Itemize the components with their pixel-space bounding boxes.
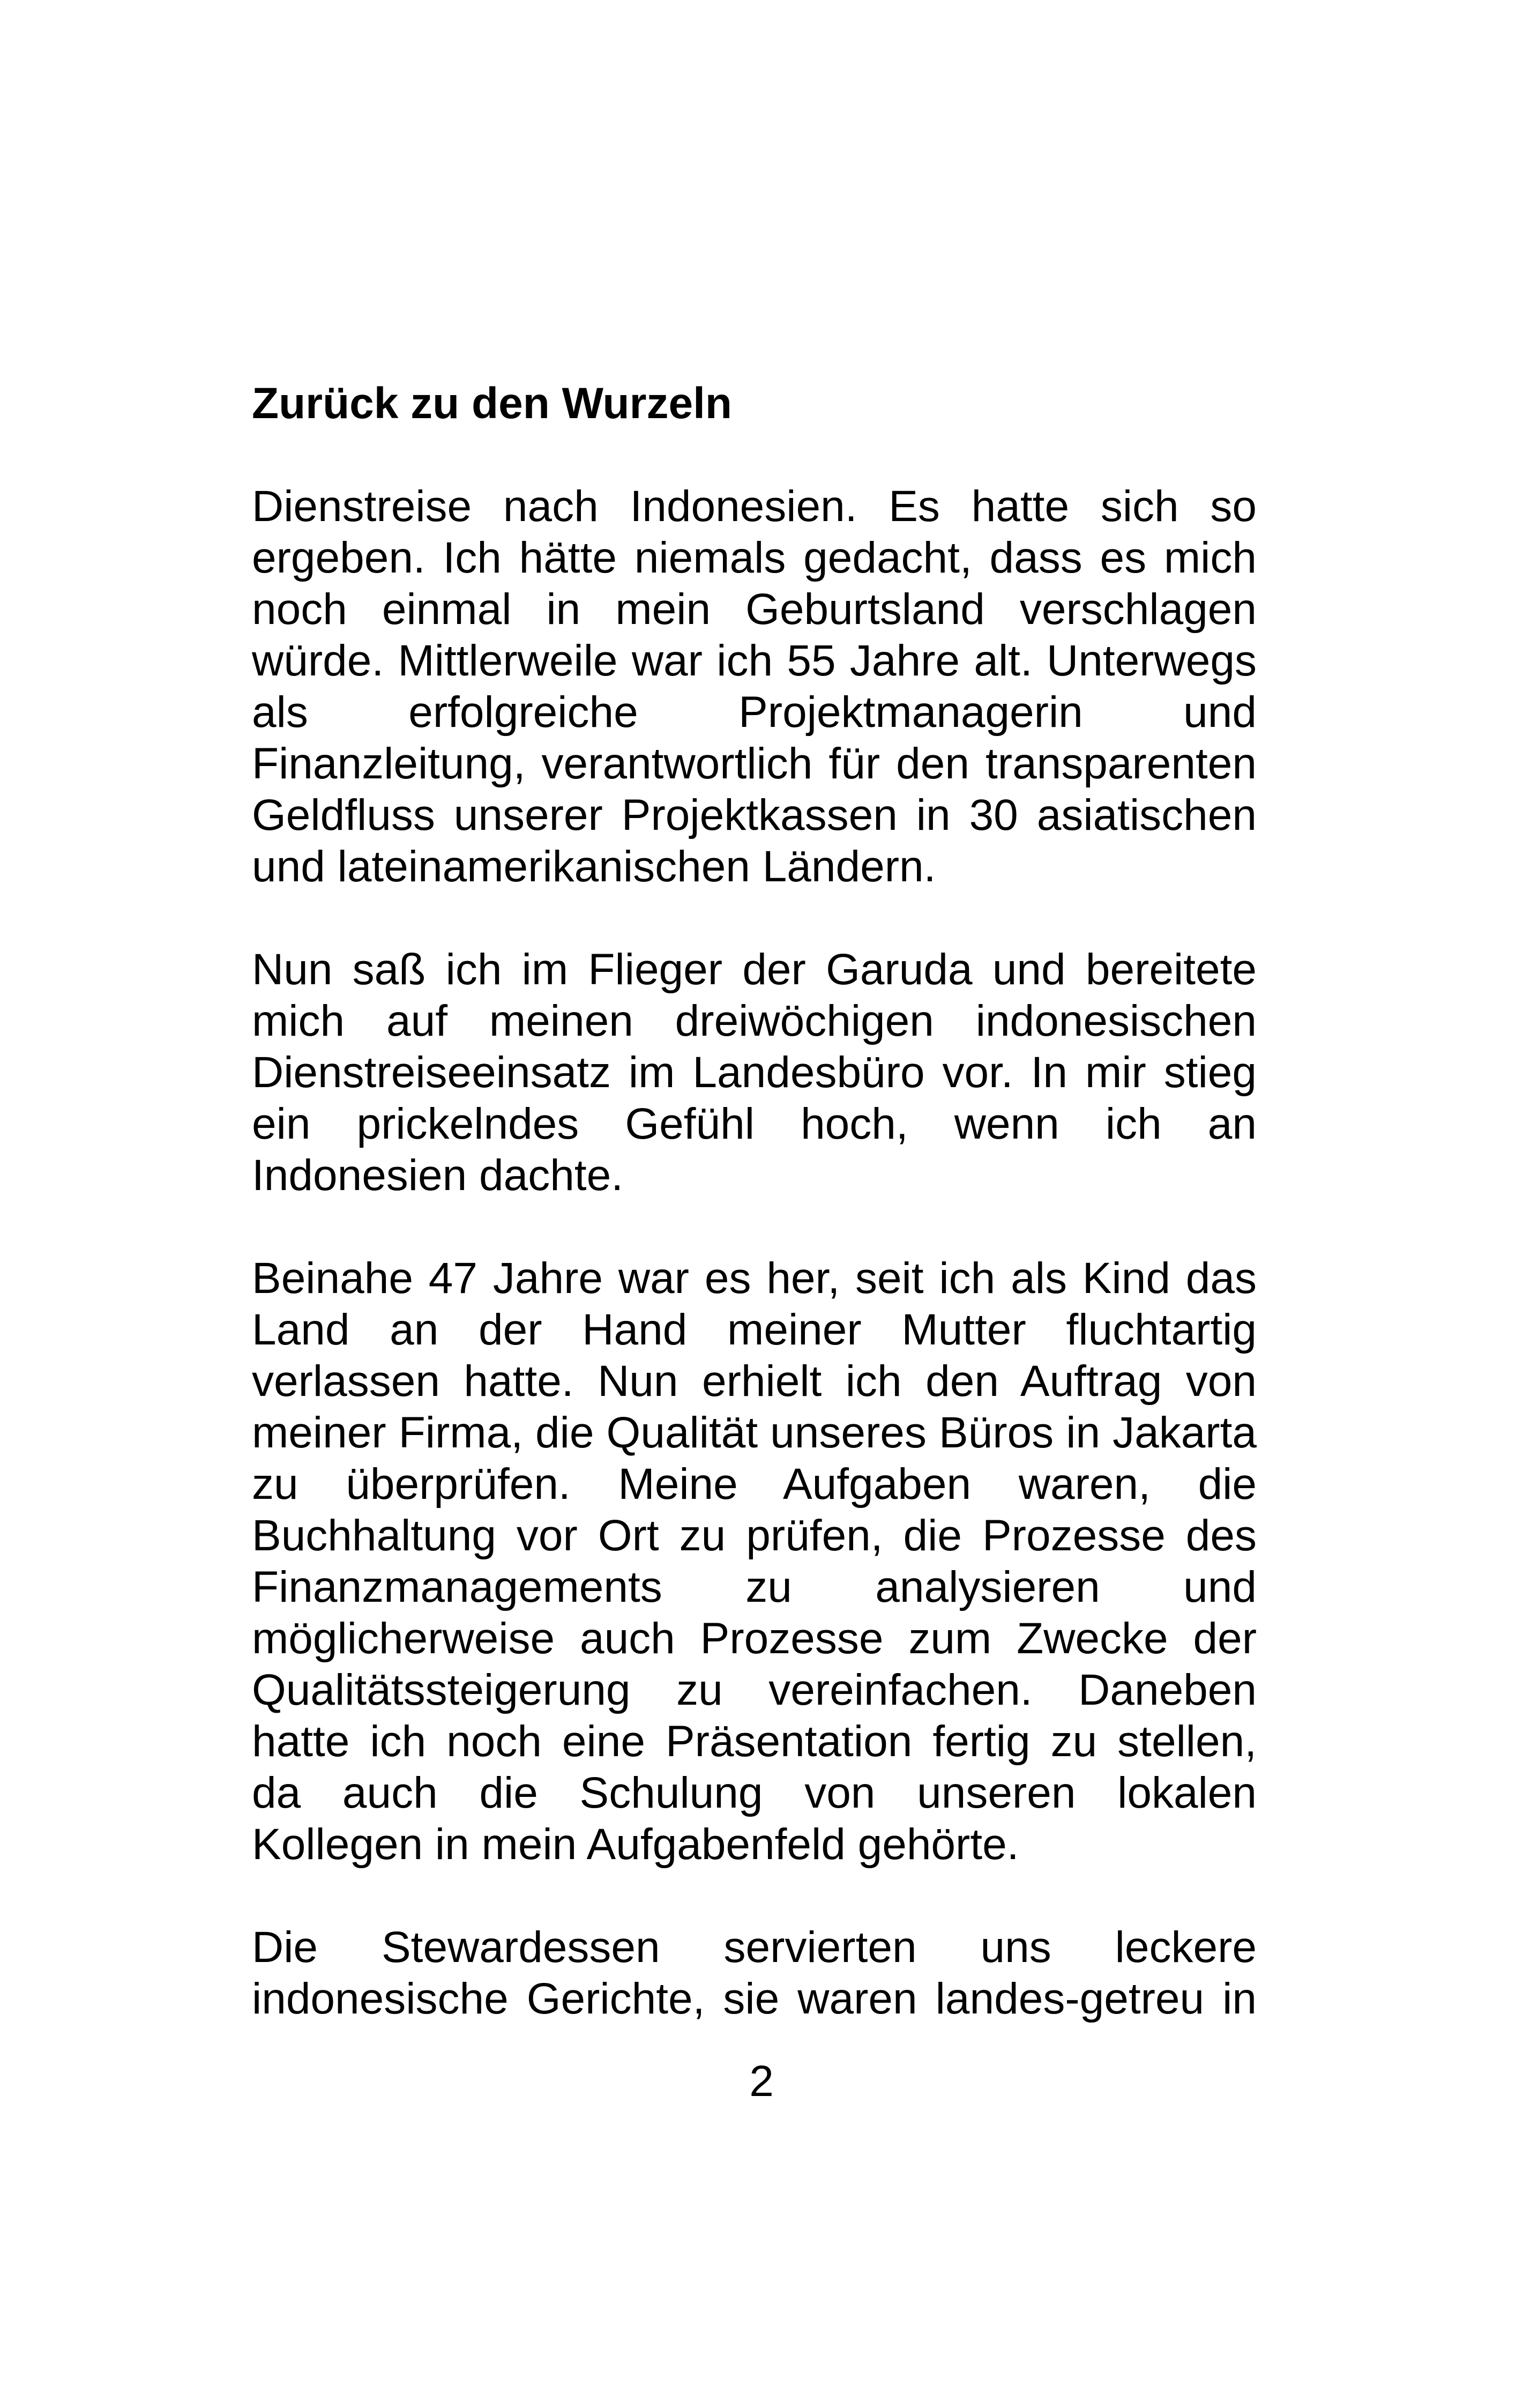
paragraph-4: Die Stewardessen servierten uns leckere indonesische Gerichte, sie waren landes-getreu in (252, 1923, 1257, 2023)
page-number: 2 (749, 2057, 774, 2106)
spacer (252, 429, 1257, 481)
paragraph-1: Dienstreise nach Indonesien. Es hatte sich so ergeben. Ich hätte niemals gedacht, dass es mich noch einmal in mein Geburtsland verschlagen würde. Mittlerweile war ich 55 Jahre alt. Unterwegs als erfolgreiche Projektmanagerin und Finanzleitung, verantwortlich für den transparenten Geldfluss unserer Projektkassen in 30 asiatischen und lateinamerikanischen Ländern. (252, 482, 1257, 891)
spacer (252, 1870, 1257, 1922)
chapter-title: Zurück zu den Wurzeln (252, 379, 732, 428)
paragraph-2: Nun saß ich im Flieger der Garuda und bereitete mich auf meinen dreiwöchigen indonesischen Dienstreiseeinsatz im Landesbüro vor. In mir stieg ein prickelndes Gefühl hoch, wenn ich an Indonesien dachte. (252, 945, 1257, 1200)
text-block (252, 378, 1257, 2025)
spacer (252, 1201, 1257, 1253)
paragraph-3: Beinahe 47 Jahre war es her, seit ich als Kind das Land an der Hand meiner Mutter fluchtartig verlassen hatte. Nun erhielt ich den Auftrag von meiner Firma, die Qualität unseres Büros in Jakarta zu überprüfen. Meine Aufgaben waren, die Buchhaltung vor Ort zu prüfen, die Prozesse des Finanzmanagements zu analysieren und möglicherweise auch Prozesse zum Zwecke der Qualitätssteigerung zu vereinfachen. Daneben hatte ich noch eine Präsentation fertig zu stellen, da auch die Schulung von unseren lokalen Kollegen in mein Aufgabenfeld gehörte. (252, 1254, 1257, 1869)
spacer (252, 893, 1257, 944)
